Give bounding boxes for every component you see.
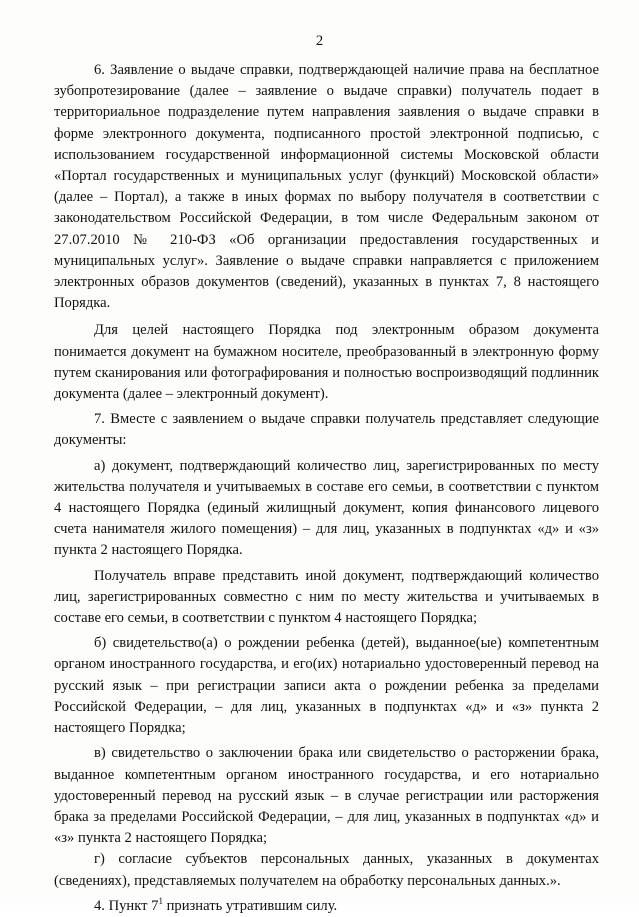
paragraph-subitem-v: в) свидетельство о заключении брака или свидетельство о расторжении брака, выданное компетентным органом иностранного государства, и его нотариально удостоверенный перевод на русский язык – в случае регистрации или расторжения брака за пределами Российской Федерации, – для лиц, указанных в подпунктах «д» и «з» пункта 2 настоящего Порядка;: [54, 745, 599, 847]
paragraph-item-6: 6. Заявление о выдаче справки, подтверждающей наличие права на бесплатное зубопротезирование (далее – заявление о выдаче справки) получатель подает в территориальное подразделение путем направления заявления о выдаче справки в форме электронного документа, подписанного простой электронной подписью, с использованием государственной информационной системы Московской области «Портал государственных и муниципальных услуг (функций) Московской области» (далее – Портал), а также в иных формах по выбору получателя в соответствии с законодательством Российской Федерации, в том числе Федеральным законом от 27.07.2010 № 210-ФЗ «Об организации предоставления государственных и муниципальных услуг». Заявление о выдаче справки направляется с приложением электронных образов документов (сведений), указанных в пунктах 7, 8 настоящего Порядка.: [54, 62, 599, 312]
item-4-superscript: 1: [158, 895, 163, 906]
paragraph-subitem-b: б) свидетельство(а) о рождении ребенка (детей), выданное(ые) компетентным органом иностранного государства, и его(их) нотариально удостоверенный перевод на русский язык – при регистрации записи акта о рождении ребенка за пределами Российской Федерации, – для лиц, указанных в подпунктах «д» и «з» пункта 2 настоящего Порядка;: [54, 635, 599, 737]
paragraph-item-4: [54, 896, 599, 917]
paragraph-subitem-g: г) согласие субъектов персональных данных, указанных в документах (сведениях), представляемых получателем на обработку персональных данных.».: [54, 851, 599, 889]
page-number: 2: [315, 33, 324, 49]
item-4-suffix: признать утратившим силу.: [162, 897, 338, 914]
paragraph-other-document: Получатель вправе представить иной документ, подтверждающий количество лиц, зарегистрированных совместно с ним по месту жительства и учитываемых в составе его семьи, в соответствии с пунктом 4 настоящего Порядка;: [54, 567, 599, 627]
paragraph-subitem-a: а) документ, подтверждающий количество лиц, зарегистрированных по месту жительства получателя и учитываемых в составе его семьи, в соответствии с пунктом 4 настоящего Порядка (единый жилищный документ, копия финансового лицевого счета нанимателя жилого помещения) – для лиц, указанных в подпунктах «д» и «з» пункта 2 настоящего Порядка.: [54, 457, 599, 559]
item-4-prefix: 4. Пункт 7: [94, 897, 159, 914]
paragraph-electronic-image-definition: Для целей настоящего Порядка под электронным образом документа понимается документ на бумажном носителе, преобразованный в электронную форму путем сканирования или фотографирования и полностью воспроизводящий подлинник документа (далее – электронный документ).: [54, 322, 599, 403]
document-body: [54, 60, 599, 917]
paragraph-item-7: 7. Вместе с заявлением о выдаче справки получатель представляет следующие документы:: [54, 411, 599, 449]
